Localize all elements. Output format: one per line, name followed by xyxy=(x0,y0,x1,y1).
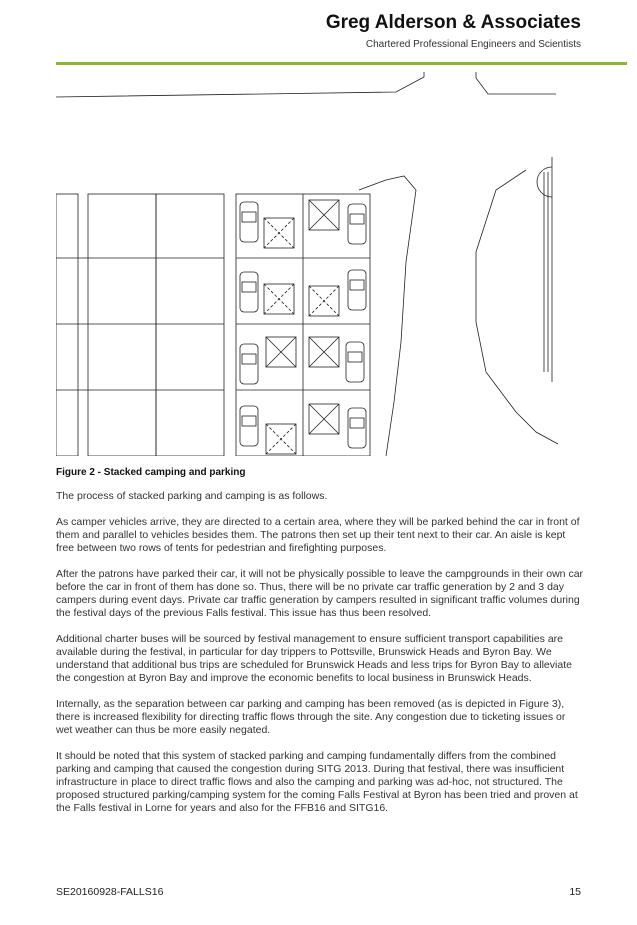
page-number: 15 xyxy=(569,886,581,898)
figure-caption: Figure 2 - Stacked camping and parking xyxy=(56,467,246,478)
paragraph: After the patrons have parked their car, it will not be physically possible to leave the campgrounds in their own car before the car in front of them has done so. Thus, there will be no private car traffic generation by 2 and 3 day campers during event days. Private car traffic generation by campers resulted in significant traffic volumes during the festival days of the previous Falls festival. This issue has thus been resolved. xyxy=(56,568,584,619)
gate-arc xyxy=(537,167,552,197)
body-text xyxy=(56,490,584,828)
grid-left xyxy=(56,194,224,456)
header-rule xyxy=(56,62,627,65)
document-reference: SE20160928-FALLS16 xyxy=(56,886,164,898)
road-edge xyxy=(56,72,424,97)
company-tagline: Chartered Professional Engineers and Scientists xyxy=(365,39,581,50)
paragraph: Additional charter buses will be sourced by festival management to ensure sufficient transport capabilities are available during the festival, in particular for day trippers to Pottsville, Brunswick Heads and Byron Bay. We understand that additional bus trips are scheduled for Brunswick Heads and less trips for Byron Bay to alleviate the congestion at Byron Bay and improve the economic benefits to local business in Brunswick Heads. xyxy=(56,633,572,684)
road-edge xyxy=(476,72,556,94)
paragraph: Internally, as the separation between car parking and camping has been removed (as is depicted in Figure 3), there is increased flexibility for directing traffic flows through the site. Any congestion due to ticketing issues or wet weather can thus be more easily negated. xyxy=(56,698,566,736)
boundary-line xyxy=(359,176,416,190)
paragraph: As camper vehicles arrive, they are directed to a certain area, where they will be parked behind the car in front of them and parallel to vehicles besides them. The patrons then set up their tent next to their car. An aisle is kept free between two rows of tents for pedestrian and firefighting purposes. xyxy=(56,516,580,554)
site-layout-drawing xyxy=(56,72,558,456)
camping-grid xyxy=(236,194,370,456)
boundary-line xyxy=(386,190,416,456)
paragraph: The process of stacked parking and camping is as follows. xyxy=(56,490,328,502)
paragraph: It should be noted that this system of stacked parking and camping fundamentally differs from the combined parking and camping that caused the congestion during SITG 2013. During that festival, there was insufficient infrastructure in place to direct traffic flows and also the camping and parking was ad-hoc, not structured. The proposed structured parking/camping system for the coming Falls Festival at Byron has been tried and proven at the Falls festival in Lorne for years and also for the FFB16 and SITG16. xyxy=(56,750,578,814)
boundary-line xyxy=(476,170,558,444)
company-name: Greg Alderson & Associates xyxy=(325,12,581,33)
